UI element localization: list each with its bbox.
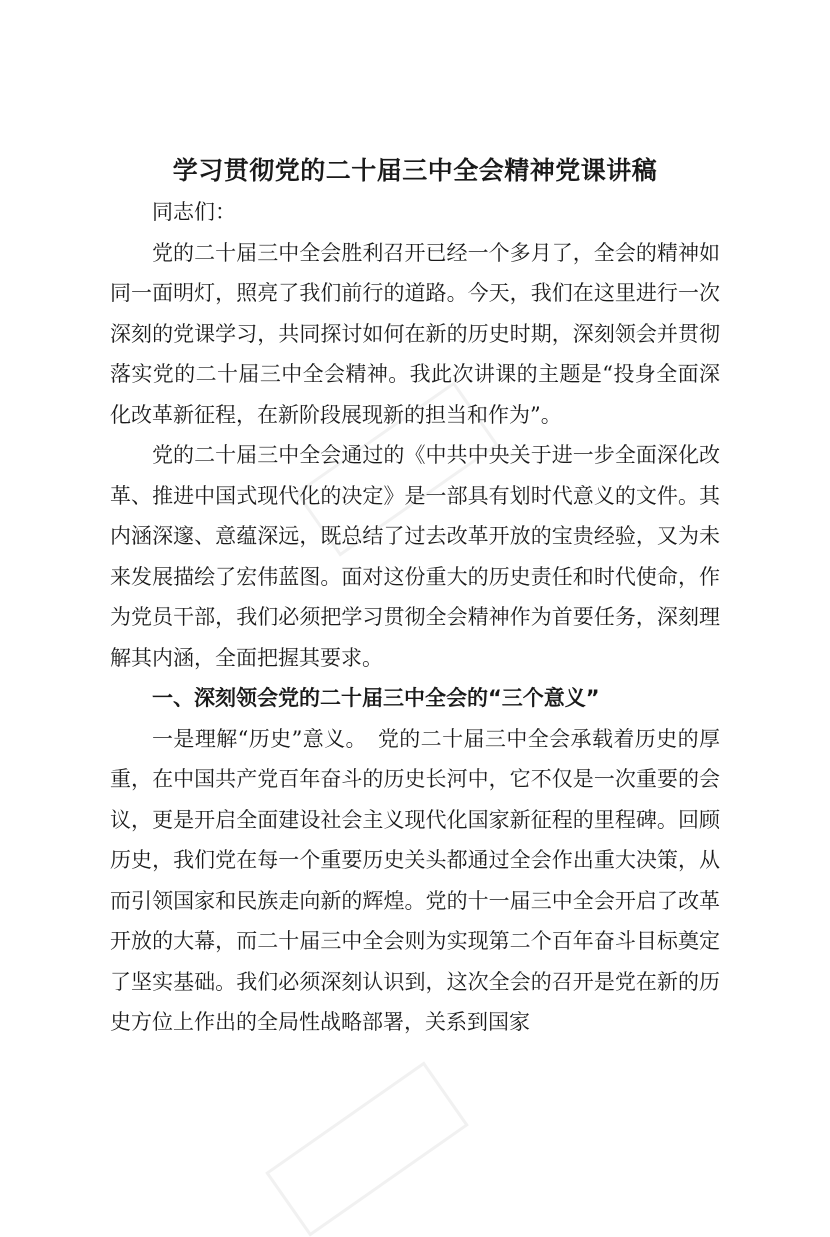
salutation: 同志们： xyxy=(152,200,236,224)
watermark-stamp xyxy=(265,1061,469,1236)
document-body xyxy=(110,150,720,1043)
paragraph-history-meaning: 一是理解“历史”意义。 党的二十届三中全会承载着历史的厚重，在中国共产党百年奋斗的历史长河中，它不仅是一次重要的会议，更是开启全面建设社会主义现代化国家新征程的里程碑。回顾历史，我们党在每一个重要历史关头都通过全会作出重大决策，从而引领国家和民族走向新的辉煌。党的十一届三中全会开启了改革开放的大幕，而二十届三中全会则为实现第二个百年奋斗目标奠定了坚实基础。我们必须深刻认识到，这次全会的召开是党在新的历史方位上作出的全局性战略部署，关系到国家 xyxy=(110,726,720,1034)
section-heading: 一、深刻领会党的二十届三中全会的“三个意义” xyxy=(152,686,600,710)
paragraph-decision: 党的二十届三中全会通过的《中共中央关于进一步全面深化改革、推进中国式现代化的决定》是一部具有划时代意义的文件。其内涵深邃、意蕴深远，既总结了过去改革开放的宝贵经验，又为未来发展描绘了宏伟蓝图。面对这份重大的历史责任和时代使命，作为党员干部，我们必须把学习贯彻全会精神作为首要任务，深刻理解其内涵，全面把握其要求。 xyxy=(110,443,720,670)
paragraph-intro: 党的二十届三中全会胜利召开已经一个多月了，全会的精神如同一面明灯，照亮了我们前行的道路。今天，我们在这里进行一次深刻的党课学习，共同探讨如何在新的历史时期，深刻领会并贯彻落实党的二十届三中全会精神。我此次讲课的主题是“投身全面深化改革新征程，在新阶段展现新的担当和作为”。 xyxy=(110,240,720,427)
page-title: 学习贯彻党的二十届三中全会精神党课讲稿 xyxy=(172,156,658,185)
